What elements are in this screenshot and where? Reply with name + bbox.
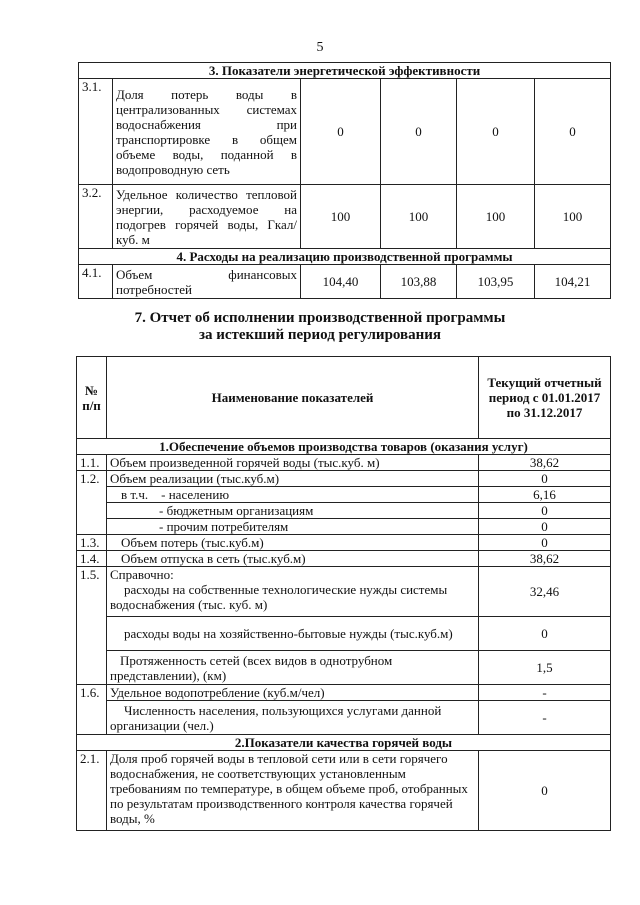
row-label: Объем реализации (тыс.куб.м) xyxy=(107,471,479,487)
header-period: Текущий отчетный период с 01.01.2017 по 31.12.2017 xyxy=(479,357,611,439)
row-label-heading: Справочно: xyxy=(110,567,174,582)
row-value: - xyxy=(479,701,611,735)
row-label: - прочим потребителям xyxy=(107,519,479,535)
row-value: 0 xyxy=(479,751,611,831)
indicators-table xyxy=(78,62,611,299)
row-value: 0 xyxy=(535,79,611,185)
row-num: 1.5. xyxy=(77,567,107,685)
row-num: 1.2. xyxy=(77,471,107,535)
row-value: 0 xyxy=(479,471,611,487)
row-value: 100 xyxy=(301,185,381,249)
row-value: 0 xyxy=(479,535,611,551)
row-value: 0 xyxy=(479,503,611,519)
row-value: 1,5 xyxy=(479,651,611,685)
row-num: 1.1. xyxy=(77,455,107,471)
row-label: Объем финансовых потребностей xyxy=(113,265,301,299)
row-value: 103,88 xyxy=(381,265,457,299)
row-label: Объем произведенной горячей воды (тыс.куб. м) xyxy=(107,455,479,471)
row-label-text: расходы на собственные технологические нужды системы водоснабжения (тыс. куб. м) xyxy=(110,582,448,612)
row-label xyxy=(107,487,479,503)
row-label: Численность населения, пользующихся услугами данной организации (чел.) xyxy=(107,701,479,735)
row-label: Удельное водопотребление (куб.м/чел) xyxy=(107,685,479,701)
row-value: 100 xyxy=(381,185,457,249)
section-3-heading: 3. Показатели энергетической эффективности xyxy=(79,63,611,79)
row-value: 104,21 xyxy=(535,265,611,299)
header-name: Наименование показателей xyxy=(107,357,479,439)
row-value: 0 xyxy=(479,519,611,535)
report-title-line-1: 7. Отчет об исполнении производственной программы xyxy=(134,310,506,326)
row-value: 0 xyxy=(479,617,611,651)
row-num: 2.1. xyxy=(77,751,107,831)
row-value: 6,16 xyxy=(479,487,611,503)
row-value: 100 xyxy=(457,185,535,249)
row-value: 104,40 xyxy=(301,265,381,299)
row-label: Объем отпуска в сеть (тыс.куб.м) xyxy=(107,551,479,567)
row-label: - бюджетным организациям xyxy=(107,503,479,519)
row-value: 0 xyxy=(301,79,381,185)
row-value: 0 xyxy=(457,79,535,185)
row-value: 0 xyxy=(381,79,457,185)
row-label: Объем потерь (тыс.куб.м) xyxy=(107,535,479,551)
row-num: 1.4. xyxy=(77,551,107,567)
section-1-heading: 1.Обеспечение объемов производства товаров (оказания услуг) xyxy=(77,439,611,455)
row-num: 4.1. xyxy=(79,265,113,299)
row-label: Доля потерь воды в централизованных системах водоснабжения при транспортировке в общем объеме воды, поданной в водопроводную сеть xyxy=(113,79,301,185)
row-num: 3.1. xyxy=(79,79,113,185)
row-prefix: в т.ч. xyxy=(121,487,149,502)
row-value: 38,62 xyxy=(479,551,611,567)
row-label: Протяженность сетей (всех видов в однотрубном представлении), (км) xyxy=(107,651,479,685)
section-2-heading: 2.Показатели качества горячей воды xyxy=(77,735,611,751)
row-label: расходы воды на хозяйственно-бытовые нужды (тыс.куб.м) xyxy=(107,617,479,651)
row-label: Доля проб горячей воды в тепловой сети или в сети горячего водоснабжения, не соответствующих установленным требованиям по температуре, в общем объеме проб, отобранных по результатам производственного контроля качества горячей воды, % xyxy=(107,751,479,831)
report-title-line-2: за истекший период регулирования xyxy=(198,327,442,343)
section-4-heading: 4. Расходы на реализацию производственной программы xyxy=(79,249,611,265)
row-value: - xyxy=(479,685,611,701)
row-value: 32,46 xyxy=(479,567,611,617)
row-label xyxy=(107,567,479,617)
row-value: 100 xyxy=(535,185,611,249)
row-num: 1.3. xyxy=(77,535,107,551)
row-label: Удельное количество тепловой энергии, расходуемое на подогрев горячей воды, Гкал/куб. м xyxy=(113,185,301,249)
row-num: 3.2. xyxy=(79,185,113,249)
report-title xyxy=(0,310,640,344)
header-num: № п/п xyxy=(77,357,107,439)
row-value: 103,95 xyxy=(457,265,535,299)
page-number: 5 xyxy=(316,40,324,55)
row-num: 1.6. xyxy=(77,685,107,735)
row-label-text: - населению xyxy=(161,487,230,502)
row-value: 38,62 xyxy=(479,455,611,471)
report-table xyxy=(76,356,611,831)
